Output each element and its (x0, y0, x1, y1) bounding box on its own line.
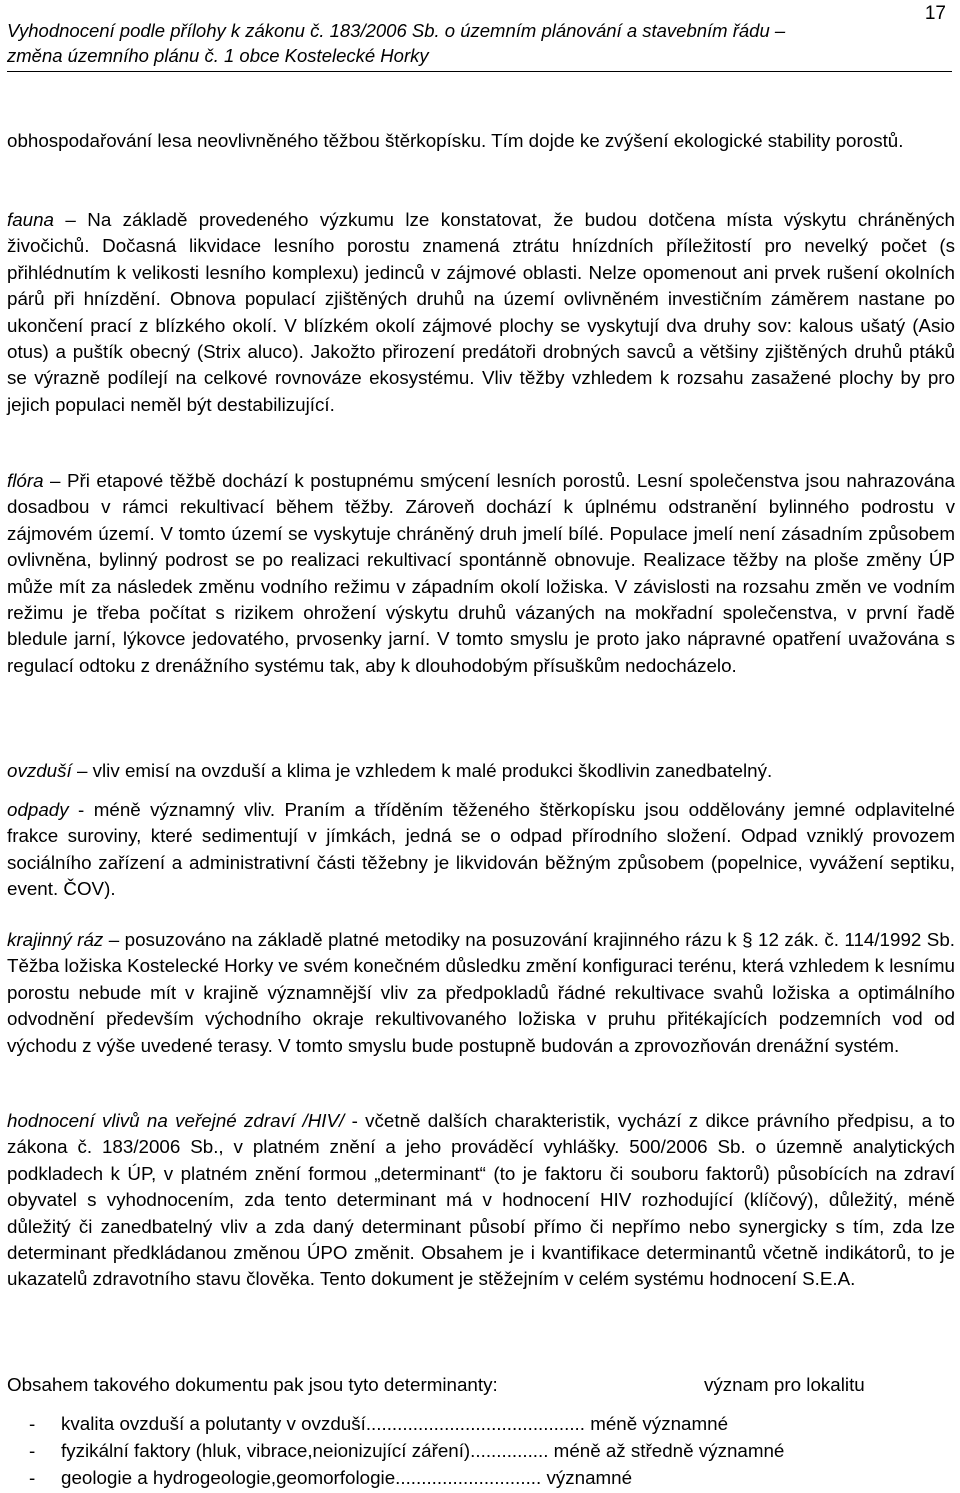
header-title-line-2: změna územního plánu č. 1 obce Kostelecké Horky (7, 45, 429, 66)
paragraph-text: – posuzováno na základě platné metodiky na posuzování krajinného rázu k § 12 zák. č. 114/1992 Sb. Těžba ložiska Kostelecké Horky ve svém konečném důsledku změní konfiguraci terénu, která vzhledem k lesnímu porostu nebude mít v krajině významnější vliv za předpokladů řádné rekultivace svahů ložiska a optimálního odvodnění především východního okraje rekultivovaného ložiska v pruhu přitékajících podzemních vod od východu z výše uvedené terasy. V tomto smyslu bude postupně budován a zprovozňován drenážní systém. (7, 929, 955, 1056)
list-dash: - (29, 1466, 36, 1488)
paragraph-text: – Při etapové těžbě dochází k postupnému smýcení lesních porostů. Lesní společenstva jsou nahrazována dosadbou v rámci rekultivací během těžby. Zároveň dochází k úplnému odstranění bylinného podrostu v zájmovém území. V tomto území se vyskytuje chráněný druh jmelí bílé. Populace jmelí není zásadním způsobem ovlivněna, bylinný podrost se po realizaci rekultivací spontánně obnovuje. Realizace těžby na ploše změny ÚP může mít za následek změnu vodního režimu v západním okolí ložiska. V závislosti na rozsahu změn ve vodním režimu je třeba počítat s rizikem ohrožení výskytu druhů vázaných na mokřadní společenstva, v první řadě bledule jarní, lýkovce jedovatého, prvosenky jarní. V tomto smyslu je proto jako nápravné opatření uvažována s regulací odtoku z drenážního systému tak, aby k dlouhodobým přísuškům nedocházelo. (7, 470, 955, 676)
paragraph-flora (7, 468, 955, 679)
header-divider (7, 71, 952, 72)
header-title-line-1: Vyhodnocení podle přílohy k zákonu č. 183/2006 Sb. o územním plánování a stavebním řádu – (7, 20, 786, 41)
term-ovzdusi: ovzduší (7, 760, 72, 781)
page-number: 17 (924, 3, 946, 24)
significance-column-header: význam pro lokalitu (704, 1374, 865, 1395)
list-item-text: geologie a hydrogeologie,geomorfologie............................ významné (61, 1466, 633, 1488)
list-item (7, 1465, 952, 1492)
paragraph-odpady (7, 797, 955, 903)
list-dash: - (29, 1413, 36, 1434)
paragraph-forest-continuation (7, 128, 955, 154)
determinants-lead: Obsahem takového dokumentu pak jsou tyto determinanty: (7, 1374, 498, 1395)
list-item (7, 1411, 952, 1438)
list-item (7, 1438, 952, 1465)
term-flora: flóra (7, 470, 44, 491)
term-odpady: odpady (7, 799, 69, 820)
paragraph-fauna (7, 207, 955, 418)
determinants-list (7, 1411, 952, 1491)
term-krajinny-raz: krajinný ráz (7, 929, 104, 950)
paragraph-text: - méně významný vliv. Praním a tříděním těženého štěrkopísku jsou oddělovány jemné odplavitelné frakce suroviny, které sedimentují v jímkách, jedná se o odpad přírodního složení. Odpad vzniklý provozem sociálního zařízení a administrativní části těžebny je likvidován běžným způsobem (popelnice, vyvážení septiku, event. ČOV). (7, 799, 955, 900)
paragraph-ovzdusi (7, 758, 955, 784)
list-item-text: kvalita ovzduší a polutanty v ovzduší.......................................... méně významné (61, 1413, 729, 1434)
term-fauna: fauna (7, 209, 54, 230)
paragraph-text: – vliv emisí na ovzduší a klima je vzhledem k malé produkci škodlivin zanedbatelný. (71, 760, 773, 781)
paragraph-text: – Na základě provedeného výzkumu lze konstatovat, že budou dotčena místa výskytu chráněných živočichů. Dočasná likvidace lesního porostu znamená ztrátu hnízdních příležitostí pro nevelký počet (s přihlédnutím k velikosti lesního komplexu) jedinců v zájmové oblasti. Nelze opomenout ani prvek rušení okolních párů při hnízdění. Obnova populací zjištěných druhů na území ovlivněném investičním záměrem nastane po ukončení prací z blízkého okolí. V blízkém okolí zájmové plochy se vyskytují dva druhy sov: kalous ušatý (Asio otus) a puštík obecný (Strix aluco). Jakožto přirození predátoři drobných savců a většiny zjištěných druhů ptáků se výrazně podílejí na celkové rovnováze ekosystému. Vliv těžby vzhledem k rozsahu zasažené plochy by pro jejich populaci neměl být destabilizující. (7, 209, 955, 415)
paragraph-text: - včetně dalších charakteristik, vychází z dikce právního předpisu, a to zákona č. 183/2006 Sb., v platném znění a jeho prováděcí vyhlášky. 500/2006 Sb. o územně analytických podkladech k ÚP, v platném znění formou „determinant“ (to je faktoru či souboru faktorů) působících na zdraví obyvatel s vyhodnocením, zda tento determinant má v hodnocení HIV rozhodující (klíčový), důležitý, méně důležitý či zanedbatelný vliv a zda daný determinant působí přímo či nepřímo nebo synergicky s tím, zda lze determinant předkládanou změnou ÚPO změnit. Obsahem je i kvantifikace determinantů včetně indikátorů, to je ukazatelů zdravotního stavu člověka. Tento dokument je stěžejním v celém systému hodnocení S.E.A. (7, 1110, 956, 1290)
list-item-text: fyzikální faktory (hluk, vibrace,neionizující záření)............... méně až středně významné (61, 1439, 785, 1461)
term-hiv: hodnocení vlivů na veřejné zdraví /HIV/ (7, 1110, 345, 1131)
paragraph-text: obhospodařování lesa neovlivněného těžbou štěrkopísku. Tím dojde ke zvýšení ekologické stability porostů. (7, 130, 904, 151)
paragraph-krajinny-raz (7, 927, 955, 1059)
list-dash: - (29, 1439, 36, 1461)
page-header (7, 3, 952, 68)
paragraph-hiv (7, 1108, 955, 1293)
